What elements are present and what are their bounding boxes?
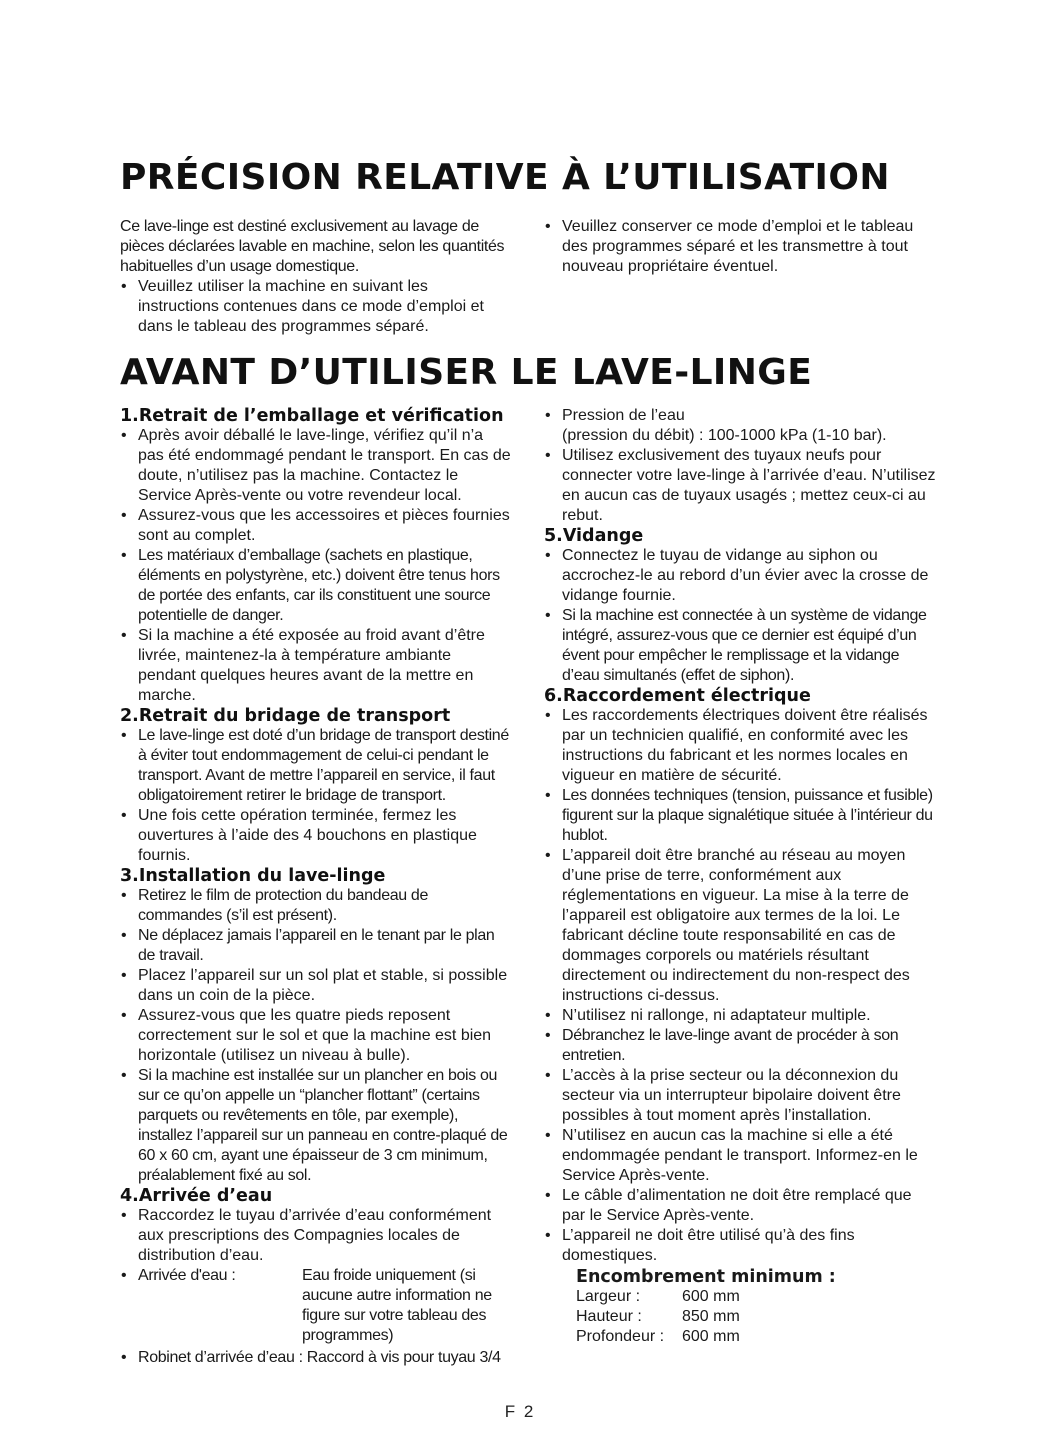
usage-section-title: PRÉCISION RELATIVE À L’UTILISATION (120, 157, 890, 198)
dimension-row-depth (576, 1327, 936, 1347)
section-6-bullet: • N’utilisez ni rallonge, ni adaptateur multiple. (544, 1006, 936, 1026)
pressure-label: • Pression de l’eau (562, 407, 685, 424)
section-3-list (120, 886, 512, 1186)
section-1-bullet: • Après avoir déballé le lave-linge, vérifiez qu’il n’a pas été endommagé pendant le transport. En cas de doute, n’utilisez pas la machine. Contactez le Service Après-vente ou votre revendeur local. (120, 426, 512, 506)
usage-intro: Ce lave-linge est destiné exclusivement au lavage de pièces déclarées lavable en machine, selon les quantités habituelles d’un usage domestique. (120, 218, 505, 275)
usage-bullet-keep-manual: • Veuillez conserver ce mode d’emploi et le tableau des programmes séparé et les transmettre à tout nouveau propriétaire éventuel. (544, 217, 936, 277)
before-left-column (120, 406, 512, 1368)
section-1-heading: 1.Retrait de l’emballage et vérification (120, 406, 504, 426)
section-6-bullet: • L’appareil ne doit être utilisé qu’à des fins domestiques. (544, 1226, 936, 1266)
section-6-bullet: • Le câble d’alimentation ne doit être remplacé que par le Service Après-vente. (544, 1186, 936, 1226)
section-6-list (544, 706, 936, 1266)
section-6-heading: 6.Raccordement électrique (544, 686, 811, 706)
section-2-heading: 2.Retrait du bridage de transport (120, 706, 451, 726)
section-5-bullet: • Connectez le tuyau de vidange au siphon ou accrochez-le au rebord d’un évier avec la crosse de vidange fournie. (544, 546, 936, 606)
page-number: F 2 (504, 1402, 536, 1421)
section-1-list (120, 426, 512, 706)
section-1-bullet: • Si la machine a été exposée au froid avant d’être livrée, maintenez-la à température ambiante pendant quelques heures avant de la mettre en marche. (120, 626, 512, 706)
section-4-list (120, 1206, 512, 1368)
section-4-bullet-connect: • Raccordez le tuyau d’arrivée d’eau conformément aux prescriptions des Compagnies locales de distribution d’eau. (120, 1206, 512, 1266)
dimension-label: Hauteur : (576, 1308, 642, 1325)
usage-right-list (544, 217, 936, 277)
before-right-column (544, 406, 936, 1347)
dimension-value: 850 mm (682, 1308, 740, 1325)
section-3-bullet: • Retirez le film de protection du bandeau de commandes (s’il est présent). (120, 886, 512, 926)
dimension-label: Profondeur : (576, 1328, 665, 1345)
section-3-bullet: • Ne déplacez jamais l’appareil en le tenant par le plan de travail. (120, 926, 512, 966)
section-3-bullet: • Assurez-vous que les quatre pieds reposent correctement sur le sol et que la machine est bien horizontale (utilisez un niveau à bulle). (120, 1006, 512, 1066)
dimension-label: Largeur : (576, 1288, 641, 1305)
section-4-continued-list (544, 406, 936, 526)
section-3-bullet: • Placez l’appareil sur un sol plat et stable, si possible dans un coin de la pièce. (120, 966, 512, 1006)
section-2-bullet: • Le lave-linge est doté d’un bridage de transport destiné à éviter tout endommagement de celui-ci pendant le transport. Avant de mettre l’appareil en service, il faut obligatoirement retirer le bridage de transport. (120, 726, 512, 806)
usage-left-list (120, 277, 512, 337)
dimensions-heading: Encombrement minimum : (576, 1267, 836, 1287)
dimension-value: 600 mm (682, 1328, 740, 1345)
section-4-heading: 4.Arrivée d’eau (120, 1186, 273, 1206)
inlet-label: • Arrivée d'eau : (138, 1267, 236, 1284)
inlet-value: Eau froide uniquement (si aucune autre information ne figure sur votre tableau des programmes) (302, 1267, 492, 1344)
section-6-bullet: • N’utilisez en aucun cas la machine si elle a été endommagée pendant le transport. Informez-en le Service Après-vente. (544, 1126, 936, 1186)
before-use-section-title: AVANT D’UTILISER LE LAVE-LINGE (120, 352, 813, 393)
section-5-bullet: • Si la machine est connectée à un système de vidange intégré, assurez-vous que ce dernier est équipé d’un évent pour empêcher le remplissage et la vidange d’eau simultanés (effet de siphon). (544, 606, 936, 686)
section-5-heading: 5.Vidange (544, 526, 644, 546)
section-6-bullet: • Débranchez le lave-linge avant de procéder à son entretien. (544, 1026, 936, 1066)
usage-right-column (544, 217, 936, 277)
usage-left-column (120, 217, 512, 337)
section-6-bullet: • L’appareil doit être branché au réseau au moyen d’une prise de terre, conformément aux réglementations en vigueur. La mise à la terre de l’appareil est obligatoire aux termes de la loi. Le fabricant décline toute responsabilité en cas de dommages corporels ou matériels résultant directement ou indirectement du non-respect des instructions ci-dessus. (544, 846, 936, 1006)
usage-bullet-instructions: • Veuillez utiliser la machine en suivant les instructions contenues dans ce mode d’emploi et dans le tableau des programmes séparé. (120, 277, 512, 337)
section-6-bullet: • L’accès à la prise secteur ou la déconnexion du secteur via un interrupteur bipolaire doivent être possibles à tout moment après l’installation. (544, 1066, 936, 1126)
dimension-row-width (576, 1287, 936, 1307)
section-6-bullet: • Les données techniques (tension, puissance et fusible) figurent sur la plaque signalétique située à l’intérieur du hublot. (544, 786, 936, 846)
section-4-bullet-tap: • Robinet d’arrivée d’eau : Raccord à vis pour tuyau 3/4 (120, 1348, 512, 1368)
section-1-bullet: • Les matériaux d’emballage (sachets en plastique, éléments en polystyrène, etc.) doivent être tenus hors de portée des enfants, car ils constituent une source potentielle de danger. (120, 546, 512, 626)
section-2-bullet: • Une fois cette opération terminée, fermez les ouvertures à l’aide des 4 bouchons en plastique fournis. (120, 806, 512, 866)
section-6-bullet: • Les raccordements électriques doivent être réalisés par un technicien qualifié, en conformité avec les instructions du fabricant et les normes locales en vigueur en matière de sécurité. (544, 706, 936, 786)
section-2-list (120, 726, 512, 866)
dimensions-block (544, 1267, 936, 1347)
section-4-bullet-pressure (544, 406, 936, 446)
section-1-bullet: • Assurez-vous que les accessoires et pièces fournies sont au complet. (120, 506, 512, 546)
inlet-row (138, 1266, 512, 1346)
section-4-bullet-hoses: • Utilisez exclusivement des tuyaux neufs pour connecter votre lave-linge à l’arrivée d’eau. N’utilisez en aucun cas de tuyaux usagés ; mettez ceux-ci au rebut. (544, 446, 936, 526)
section-3-bullet: • Si la machine est installée sur un plancher en bois ou sur ce qu’on appelle un “plancher flottant” (certains parquets ou revêtements en tôle, par exemple), installez l’appareil sur un panneau en contre-plaqué de 60 x 60 cm, ayant une épaisseur de 3 cm minimum, préalablement fixé au sol. (120, 1066, 512, 1186)
pressure-value: (pression du débit) : 100-1000 kPa (1-10 bar). (562, 427, 887, 444)
section-5-list (544, 546, 936, 686)
section-4-bullet-inlet (120, 1266, 512, 1346)
section-3-heading: 3.Installation du lave-linge (120, 866, 386, 886)
dimension-value: 600 mm (682, 1288, 740, 1305)
dimension-row-height (576, 1307, 936, 1327)
